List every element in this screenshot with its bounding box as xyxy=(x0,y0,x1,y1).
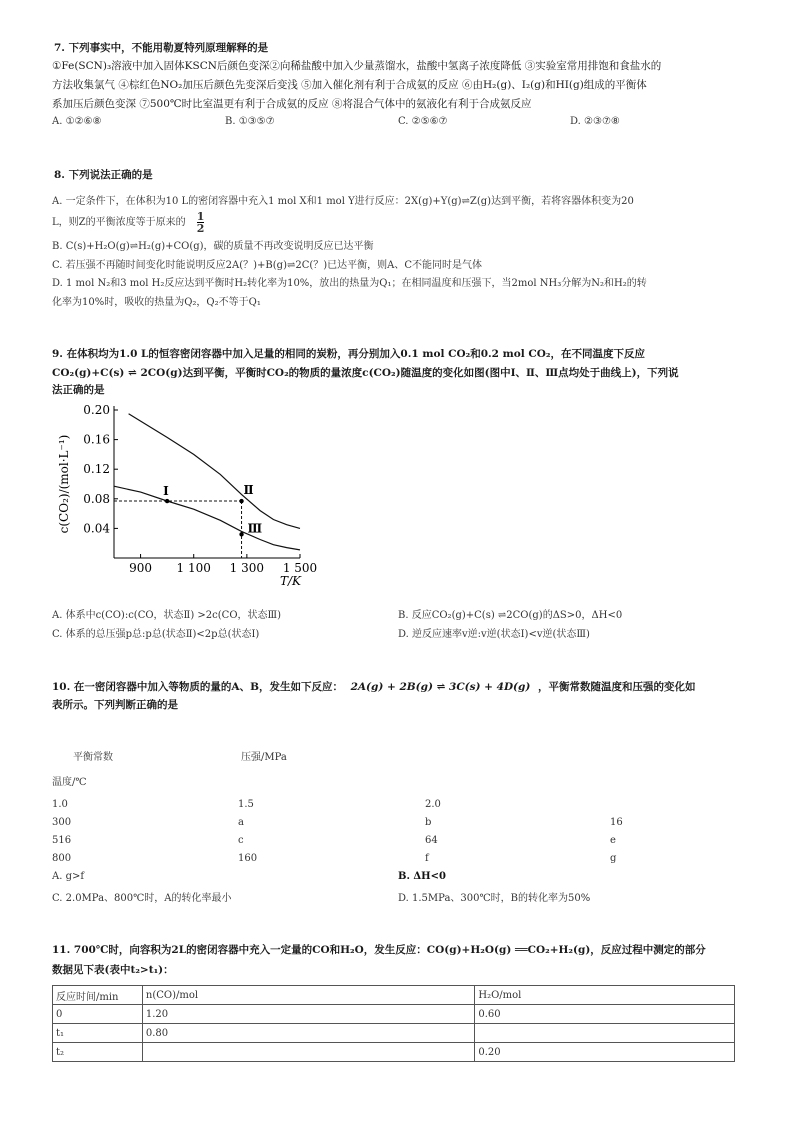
q9-chart xyxy=(52,400,318,590)
q10-option-b: B. ΔH<0 xyxy=(398,871,446,882)
q8-title: 8. 下列说法正确的是 xyxy=(54,169,153,181)
y-tick-label: 0.12 xyxy=(83,462,110,477)
q10-pressure-2: 1.5 xyxy=(238,799,254,810)
q8-option-a-line-1: A. 一定条件下，在体积为10 L的密闭容器中充入1 mol X和1 mol Y进行反应：2X(g)+Y(g)⇌Z(g)达到平衡，若将容器体积变为20 xyxy=(52,196,634,207)
y-tick-label: 0.08 xyxy=(83,491,110,506)
q9-line-2: CO₂(g)+C(s) ⇌ 2CO(g)达到平衡，平衡时CO₂的物质的量浓度c(CO₂)随温度的变化如图(图中Ⅰ、Ⅱ、Ⅲ点均处于曲线上)，下列说 xyxy=(52,367,679,379)
table-header-cell: n(CO)/mol xyxy=(142,986,474,1005)
q8-option-b: B. C(s)+H₂O(g)⇌H₂(g)+CO(g)，碳的质量不再改变说明反应已达平衡 xyxy=(52,241,374,252)
q10-pressure-3: 2.0 xyxy=(425,799,441,810)
q10-cell: g xyxy=(610,853,617,864)
x-tick-label: 1 300 xyxy=(229,561,265,575)
y-axis-label: c(CO₂)/(mol·L⁻¹) xyxy=(57,434,71,534)
q10-option-a: A. g>f xyxy=(52,871,85,882)
q9-option-d: D. 逆反应速率v逆:v逆(状态Ⅰ)<v逆(状态Ⅲ) xyxy=(398,629,590,640)
table-row xyxy=(53,1005,735,1024)
q10-cell: 516 xyxy=(52,835,72,846)
q11-table xyxy=(52,985,735,1062)
state-point-1 xyxy=(165,499,169,503)
table-cell: 0.60 xyxy=(475,1005,735,1024)
q10-header-temp: 温度/℃ xyxy=(52,777,87,788)
q10-cell: e xyxy=(610,835,616,846)
q9-line-3: 法正确的是 xyxy=(52,384,105,396)
q10-option-d: D. 1.5MPa、300℃时，B的转化率为50% xyxy=(398,893,591,904)
table-cell xyxy=(475,1024,735,1043)
series-line-1 xyxy=(129,414,300,529)
y-tick-label: 0.04 xyxy=(83,521,110,536)
q10-option-c: C. 2.0MPa、800℃时，A的转化率最小 xyxy=(52,893,232,904)
q9-line-1: 9. 在体积均为1.0 L的恒容密闭容器中加入足量的相同的炭粉，再分别加入0.1 mol CO₂和0.2 mol CO₂，在不同温度下反应 xyxy=(52,348,645,360)
q9-option-b: B. 反应CO₂(g)+C(s) ⇌2CO(g)的ΔS>0，ΔH<0 xyxy=(398,610,623,621)
x-tick-label: 1 100 xyxy=(176,561,211,575)
q7-option-c: C. ②⑤⑥⑦ xyxy=(398,116,448,127)
q10-cell: 160 xyxy=(238,853,258,864)
y-tick-label: 0.16 xyxy=(83,432,110,447)
table-row xyxy=(53,1043,735,1062)
state-point-2 xyxy=(239,499,243,503)
q7-option-a: A. ①②⑥⑧ xyxy=(52,116,102,127)
table-header-row xyxy=(53,986,735,1005)
q11-line-2: 数据见下表(表中t₂>t₁)： xyxy=(52,964,174,976)
q10-equation: 2A(g) + 2B(g) ⇌ 3C(s) + 4D(g) xyxy=(350,681,531,693)
q8-option-d-line-1: D. 1 mol N₂和3 mol H₂反应达到平衡时H₂转化率为10%，放出的热量为Q₁；在相同温度和压强下，当2mol NH₃分解为N₂和H₂的转 xyxy=(52,278,647,289)
q10-cell: c xyxy=(238,835,244,846)
q10-cell: 64 xyxy=(425,835,438,846)
state-point-label: Ⅰ xyxy=(163,484,169,499)
table-cell: 0.80 xyxy=(142,1024,474,1043)
y-tick-label: 0.20 xyxy=(83,403,110,417)
table-cell: 0.20 xyxy=(475,1043,735,1062)
table-cell xyxy=(142,1043,474,1062)
table-cell: 0 xyxy=(53,1005,143,1024)
fraction-denominator: 2 xyxy=(196,222,205,235)
table-row xyxy=(53,1024,735,1043)
state-point-label: Ⅲ xyxy=(247,521,263,536)
q10-cell: 16 xyxy=(610,817,623,828)
q8-option-c: C. 若压强不再随时间变化时能说明反应2A(？)+B(g)⇌2C(？)已达平衡，则A、C不能同时是气体 xyxy=(52,260,483,271)
q10-cell: 800 xyxy=(52,853,72,864)
x-tick-label: 1 500 xyxy=(282,561,318,575)
q10-header-k: 平衡常数 xyxy=(73,752,113,763)
state-point-label: Ⅱ xyxy=(243,483,254,498)
table-header-cell: 反应时间/min xyxy=(53,986,143,1005)
q7-option-d: D. ②③⑦⑧ xyxy=(570,116,620,127)
table-cell: 1.20 xyxy=(142,1005,474,1024)
q10-line-1-suffix: ，平衡常数随温度和压强的变化如 xyxy=(537,681,696,693)
q7-line-1: ①Fe(SCN)₃溶液中加入固体KSCN后颜色变深②向稀盐酸中加入少量蒸馏水，盐酸中氢离子浓度降低 ③实验室常用排饱和食盐水的 xyxy=(52,60,662,72)
q9-option-a: A. 体系中c(CO):c(CO，状态Ⅱ) >2c(CO，状态Ⅲ) xyxy=(52,610,282,621)
q8-option-a-text: L，则Z的平衡浓度等于原来的 xyxy=(52,217,186,228)
q7-option-b: B. ①③⑤⑦ xyxy=(225,116,275,127)
q10-cell: 300 xyxy=(52,817,72,828)
q8-option-d-line-2: 化率为10%时，吸收的热量为Q₂，Q₂不等于Q₁ xyxy=(52,297,261,308)
table-cell: t₁ xyxy=(53,1024,143,1043)
q10-cell: f xyxy=(425,853,429,864)
q11-line-1: 11. 700℃时，向容积为2L的密闭容器中充入一定量的CO和H₂O，发生反应：CO(g)+H₂O(g) ══CO₂+H₂(g)，反应过程中测定的部分 xyxy=(52,944,706,956)
q10-line-1 xyxy=(52,679,695,694)
fraction xyxy=(197,212,205,233)
q7-line-2: 方法收集氯气 ④棕红色NO₂加压后颜色先变深后变浅 ⑤加入催化剂有利于合成氨的反应 ⑥由H₂(g)、I₂(g)和HI(g)组成的平衡体 xyxy=(52,79,647,91)
q10-line-1-text: 10. 在一密闭容器中加入等物质的量的A、B，发生如下反应： xyxy=(52,681,343,693)
q9-option-c: C. 体系的总压强p总:p总(状态Ⅱ)<2p总(状态Ⅰ) xyxy=(52,629,260,640)
state-point-3 xyxy=(239,532,243,536)
x-tick-label: 900 xyxy=(129,561,153,575)
q8-option-a-line-2 xyxy=(52,212,204,233)
q10-pressure-1: 1.0 xyxy=(52,799,68,810)
table-header-cell: H₂O/mol xyxy=(475,986,735,1005)
q7-line-3: 系加压后颜色变深 ⑦500℃时比室温更有利于合成氨的反应 ⑧将混合气体中的氨液化有利于合成氨反应 xyxy=(52,98,532,110)
q10-line-2: 表所示。下列判断正确的是 xyxy=(52,699,178,711)
q7-title: 7. 下列事实中，不能用勒夏特列原理解释的是 xyxy=(54,42,269,54)
q10-header-pressure: 压强/MPa xyxy=(241,752,287,763)
x-axis-label: T/K xyxy=(280,574,302,588)
fraction-numerator: 1 xyxy=(196,210,205,223)
q10-cell: b xyxy=(425,817,432,828)
table-cell: t₂ xyxy=(53,1043,143,1062)
q10-cell: a xyxy=(238,817,244,828)
